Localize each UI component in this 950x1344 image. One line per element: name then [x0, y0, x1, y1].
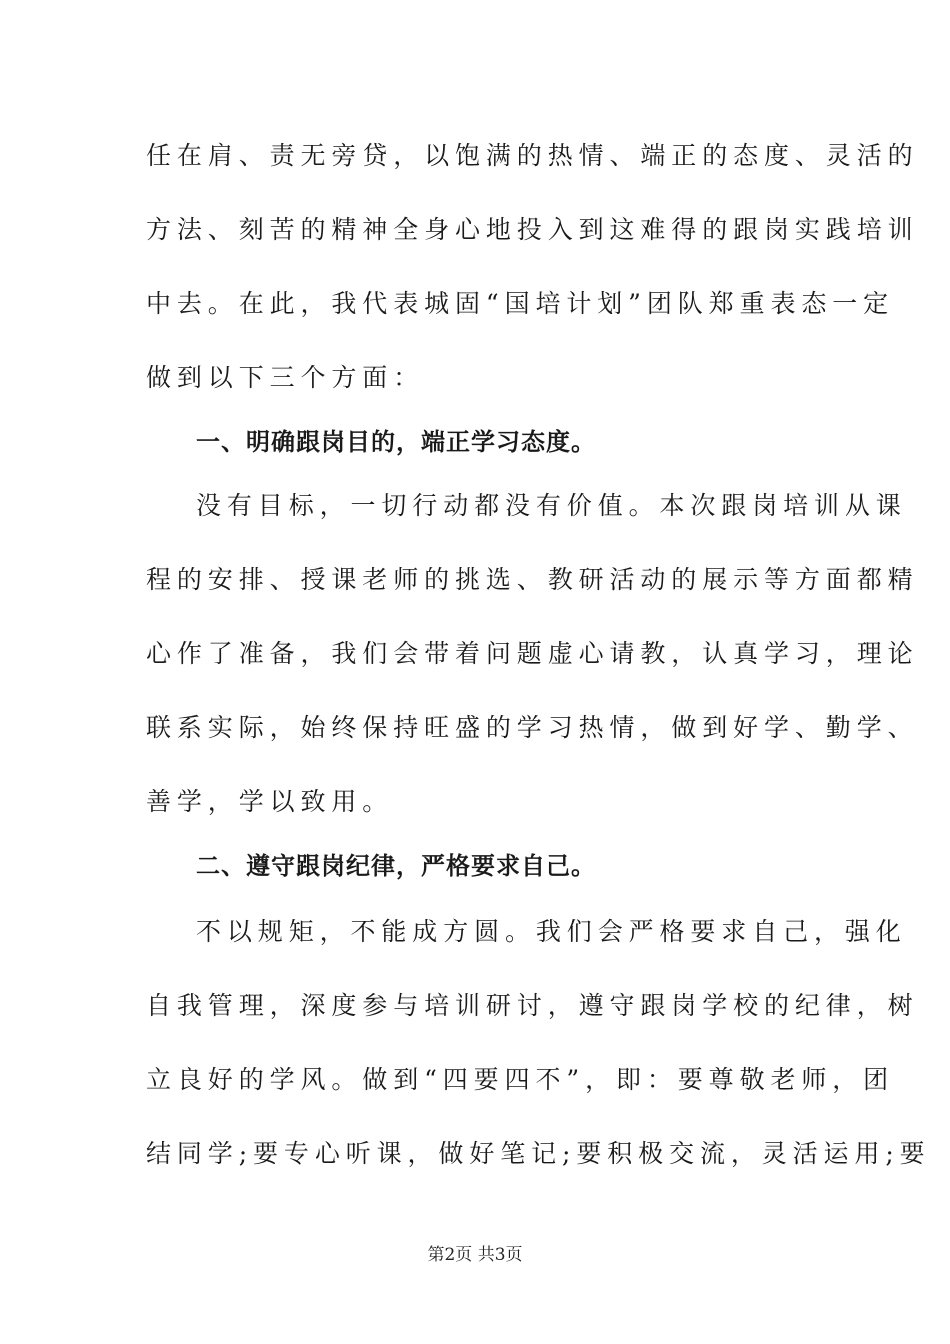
paragraph-line: 没有目标，一切行动都没有价值。本次跟岗培训从课 [196, 491, 907, 520]
paragraph-line: 不以规矩，不能成方圆。我们会严格要求自己，强化 [196, 917, 907, 946]
paragraph-line: 方法、刻苦的精神全身心地投入到这难得的跟岗实践培训 [146, 215, 919, 244]
paragraph-line: 立良好的学风。做到“四要四不”，即：要尊敬老师，团 [146, 1065, 895, 1094]
page-number-footer: 第2页 共3页 [427, 1245, 523, 1265]
paragraph-line: 心作了准备，我们会带着问题虚心请教，认真学习，理论 [146, 639, 919, 668]
section-heading: 一、明确跟岗目的，端正学习态度。 [196, 428, 596, 456]
section-heading: 二、遵守跟岗纪律，严格要求自己。 [196, 852, 596, 880]
paragraph-line: 中去。在此，我代表城固“国培计划”团队郑重表态一定 [146, 289, 895, 318]
paragraph-line: 善学，学以致用。 [146, 787, 394, 816]
paragraph-line: 程的安排、授课老师的挑选、教研活动的展示等方面都精 [146, 565, 919, 594]
paragraph-line: 联系实际，始终保持旺盛的学习热情，做到好学、勤学、 [146, 713, 919, 742]
paragraph-line: 自我管理，深度参与培训研讨，遵守跟岗学校的纪律，树 [146, 991, 919, 1020]
paragraph-line: 任在肩、责无旁贷，以饱满的热情、端正的态度、灵活的 [146, 141, 919, 170]
paragraph-line: 做到以下三个方面： [146, 363, 425, 392]
paragraph-line: 结同学;要专心听课，做好笔记;要积极交流，灵活运用;要 [146, 1139, 931, 1168]
